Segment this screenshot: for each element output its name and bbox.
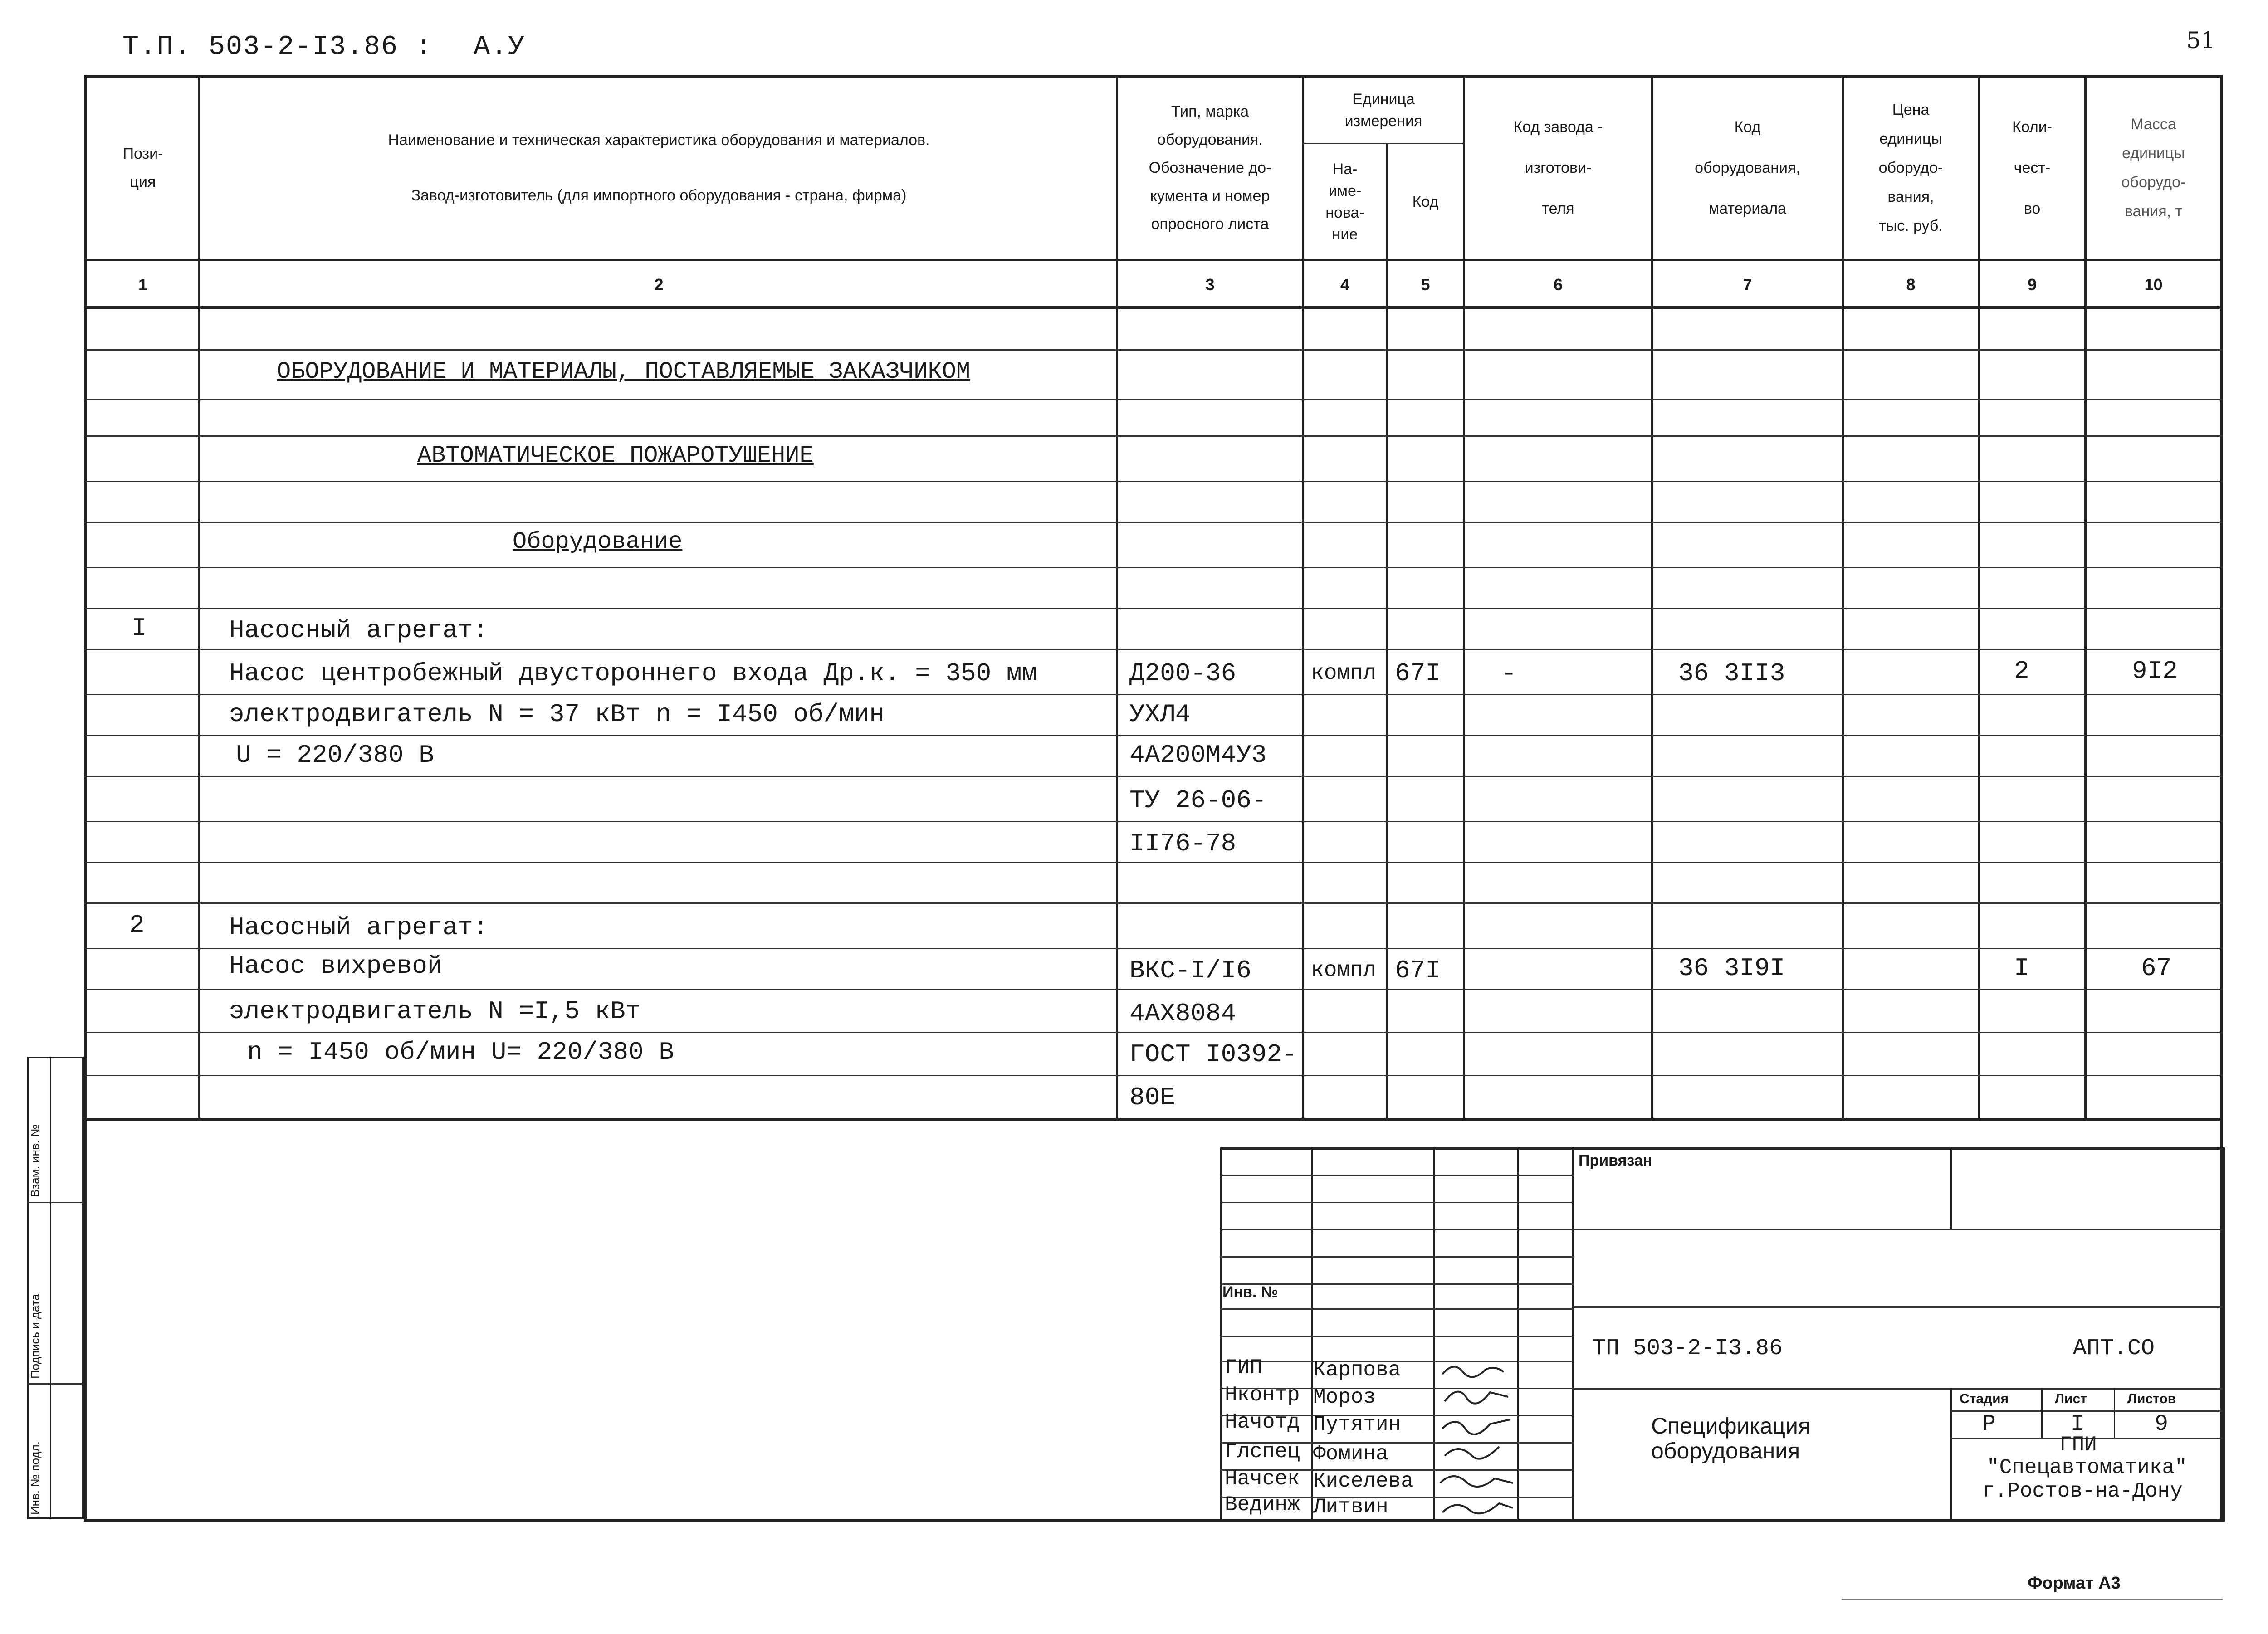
header-col10: Масса единицы оборудо- вания, т — [2121, 116, 2186, 220]
row-line — [84, 608, 2223, 609]
row-line — [84, 821, 2223, 822]
row-line — [84, 1075, 2223, 1076]
name-gip: Карпова — [1313, 1358, 1401, 1382]
item2-mass: 67 — [2141, 954, 2172, 983]
header-col5: Код — [1412, 193, 1439, 210]
tb-divider — [1433, 1147, 1435, 1522]
doc-code-text: Т.П. 503-2-I3.86 : — [122, 32, 433, 63]
name-nkontr: Мороз — [1313, 1385, 1376, 1409]
tb-divider — [1311, 1147, 1313, 1522]
item2-line1: Насос вихревой — [229, 951, 443, 980]
col-divider — [1978, 75, 1980, 1120]
strip-divider — [27, 1202, 84, 1203]
item2-unit: компл — [1311, 958, 1377, 983]
spec-title-line1: Спецификация — [1651, 1413, 1811, 1439]
stage-value: Р — [1982, 1411, 1996, 1437]
role-nachotd: Начотд — [1225, 1410, 1300, 1434]
item1-type-1: Д200-36 — [1129, 659, 1237, 688]
section-heading-equipment: Оборудование — [513, 528, 683, 555]
tb-divider — [2041, 1388, 2043, 1438]
item1-unit: компл — [1311, 661, 1377, 686]
column-number-6: 6 — [1553, 275, 1563, 294]
column-number-9: 9 — [2027, 275, 2037, 294]
item1-line3: U = 220/380 В — [236, 741, 434, 770]
item1-type-5: II76-78 — [1129, 829, 1237, 858]
tb-row — [1574, 1229, 2223, 1230]
row-line — [84, 399, 2223, 400]
row-line — [84, 481, 2223, 482]
header-col8: Цена единицы оборудо- вания, тыс. руб. — [1878, 101, 1943, 234]
header-col9: Коли- чест- во — [2012, 118, 2053, 217]
strip-label-signature: Подпись и дата — [28, 1293, 42, 1379]
row-line — [84, 776, 2223, 777]
header-col1: Пози- ция — [122, 145, 163, 190]
tb-row — [1220, 1256, 1574, 1258]
header-unit-group: Единица измерения — [1344, 90, 1422, 130]
column-number-3: 3 — [1205, 275, 1215, 294]
item2-material-code: 36 3I9I — [1678, 954, 1785, 983]
header-col7: Код оборудования, материала — [1695, 118, 1800, 217]
column-number-1: 1 — [138, 275, 148, 294]
header-divider — [84, 306, 2223, 309]
role-nkontr: Нконтр — [1225, 1383, 1300, 1407]
footer-underline — [1842, 1599, 2223, 1600]
item1-line1: Насос центробежный двустороннего входа Др.к. = 350 мм — [229, 659, 1037, 688]
stage-label: Стадия — [1960, 1391, 2009, 1406]
tb-divider — [1517, 1147, 1519, 1522]
item1-material-code: 36 3II3 — [1678, 659, 1785, 688]
row-line — [84, 435, 2223, 437]
signatures-icon — [1436, 1356, 1517, 1522]
header-col4: На- име- нова- ние — [1325, 161, 1364, 243]
strip-divider — [50, 1057, 51, 1519]
tb-row — [1220, 1336, 1574, 1337]
col-divider — [1386, 143, 1388, 1120]
tb-divider — [1950, 1147, 1952, 1229]
strip-label-replacement: Взам. инв. № — [28, 1124, 42, 1197]
tb-row — [1574, 1306, 2223, 1308]
sheet-label: Лист — [2055, 1391, 2087, 1406]
item1-line2: электродвигатель N = 37 кВт n = I450 об/мин — [229, 700, 885, 729]
item2-type-2: 4АХ8084 — [1129, 999, 1237, 1028]
attached-label: Привязан — [1579, 1152, 1652, 1169]
sheet-value: I — [2071, 1411, 2085, 1437]
section-heading-main: ОБОРУДОВАНИЕ И МАТЕРИАЛЫ, ПОСТАВЛЯЕМЫЕ ЗАКАЗЧИКОМ — [277, 358, 971, 385]
tb-divider — [1950, 1388, 1952, 1522]
column-number-7: 7 — [1743, 275, 1752, 294]
col-divider — [2084, 75, 2087, 1120]
header-divider — [84, 259, 2223, 261]
col-divider — [1463, 75, 1465, 1120]
header-col6: Код завода - изготови- теля — [1513, 118, 1603, 217]
column-number-8: 8 — [1906, 275, 1916, 294]
table-bottom-line — [84, 1118, 2223, 1121]
page-number: 51 — [2186, 27, 2215, 54]
role-vedinzh: Вединж — [1225, 1493, 1300, 1517]
item2-type-4: 80Е — [1129, 1083, 1175, 1112]
item1-type-3: 4А200М4У3 — [1129, 741, 1267, 770]
tb-row — [1220, 1308, 1574, 1310]
column-number-5: 5 — [1421, 275, 1430, 294]
item1-unit-code: 67I — [1395, 659, 1441, 688]
sheets-label: Листов — [2127, 1391, 2176, 1406]
document-code — [122, 32, 525, 63]
col-divider — [1651, 75, 1653, 1120]
name-glspec: Фомина — [1313, 1442, 1388, 1466]
tb-row — [1220, 1175, 1574, 1176]
tb-row — [1220, 1229, 1574, 1230]
strip-label-inv: Инв. № подл. — [28, 1441, 42, 1515]
strip-divider — [27, 1383, 84, 1385]
org-line1: ГПИ — [2059, 1433, 2097, 1457]
org-line3: г.Ростов-на-Дону — [1982, 1479, 2183, 1503]
name-nachsek: Киселева — [1313, 1469, 1413, 1493]
tb-row — [1574, 1388, 2223, 1390]
role-nachsek: Начсек — [1225, 1467, 1300, 1491]
spec-title-line2: оборудования — [1651, 1438, 1800, 1463]
header-col2-line2: Завод-изготовитель (для импортного оборудования - страна, фирма) — [411, 187, 907, 204]
name-vedinzh: Литвин — [1313, 1495, 1388, 1519]
item2-line3: n = I450 об/мин U= 220/380 В — [247, 1038, 674, 1067]
item1-title: Насосный агрегат: — [229, 616, 489, 645]
col-divider — [1842, 75, 1844, 1120]
item2-type-3: ГОСТ I0392- — [1129, 1040, 1297, 1069]
sheets-value: 9 — [2155, 1411, 2169, 1437]
tb-divider — [1572, 1147, 1574, 1522]
item1-position: I — [132, 614, 147, 643]
section-heading-sub: АВТОМАТИЧЕСКОЕ ПОЖАРОТУШЕНИЕ — [417, 442, 814, 469]
item2-line2: электродвигатель N =I,5 кВт — [229, 997, 641, 1026]
item2-unit-code: 67I — [1395, 956, 1441, 985]
role-gip: ГИП — [1225, 1356, 1262, 1380]
item1-type-2: УХЛ4 — [1129, 700, 1191, 729]
row-line — [84, 902, 2223, 904]
org-line2: "Спецавтоматика" — [1987, 1456, 2187, 1479]
header-col2-line1: Наименование и техническая характеристика оборудования и материалов. — [388, 132, 930, 149]
item2-title: Насосный агрегат: — [229, 913, 489, 942]
name-nachotd: Путятин — [1313, 1413, 1401, 1436]
column-number-2: 2 — [654, 275, 664, 294]
row-line — [84, 522, 2223, 523]
col-divider — [198, 75, 200, 1120]
item1-mass: 9I2 — [2132, 657, 2178, 686]
doc-suffix-text: А.У — [474, 32, 526, 63]
item1-type-4: ТУ 26-06- — [1129, 786, 1267, 815]
tb-divider — [2114, 1388, 2115, 1438]
header-divider — [1302, 143, 1463, 144]
header-col3: Тип, марка оборудования. Обозначение до- кумента и номер опросного листа — [1149, 103, 1271, 233]
tb-row — [1220, 1202, 1574, 1203]
column-number-10: 10 — [2144, 275, 2163, 294]
inv-number-label: Инв. № — [1222, 1283, 1278, 1301]
role-glspec: Глспец — [1225, 1440, 1300, 1463]
column-number-4: 4 — [1340, 275, 1350, 294]
item1-quantity: 2 — [2014, 657, 2029, 686]
row-line — [84, 567, 2223, 568]
item1-factory-code: - — [1501, 659, 1517, 688]
item2-quantity: I — [2014, 954, 2029, 983]
item2-position: 2 — [129, 911, 145, 940]
title-block-doc-number: ТП 503-2-I3.86 — [1592, 1336, 1783, 1361]
header-col2 — [202, 77, 1116, 259]
row-line — [84, 349, 2223, 351]
title-block-doc-mark: АПТ.СО — [2073, 1336, 2155, 1361]
format-label: Формат А3 — [2028, 1574, 2121, 1593]
item2-type-1: ВКС-I/I6 — [1129, 956, 1251, 985]
col-divider — [1116, 75, 1118, 1120]
col-divider — [1302, 75, 1304, 1120]
